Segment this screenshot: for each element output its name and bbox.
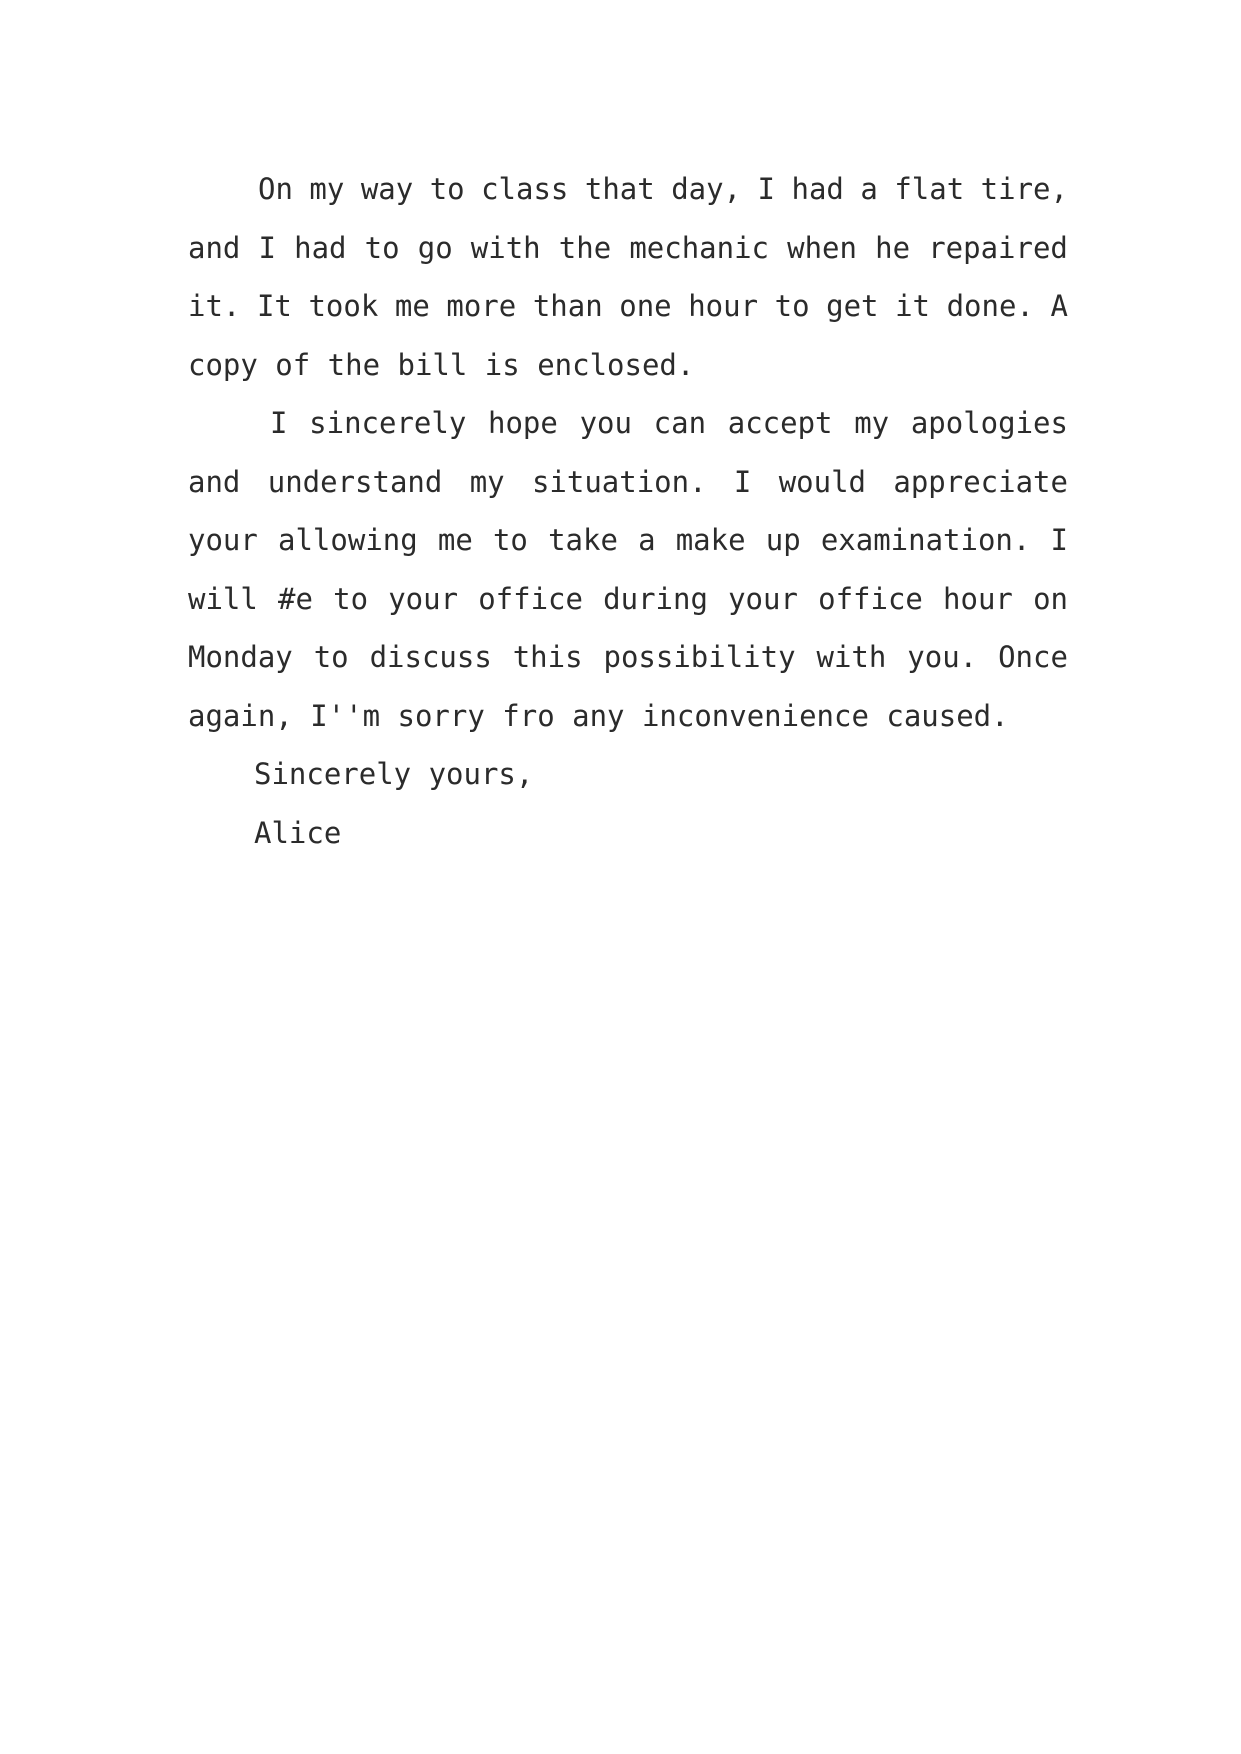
text-line: and understand my situation. I would appreciate [188,464,1068,499]
text-line: it. It took me more than one hour to get it done. A [188,289,1068,323]
signature: Alice [254,815,342,850]
paragraph-apology [188,394,1068,745]
text-line: Monday to discuss this possibility with you. Once [188,640,1068,674]
text-line: again, I''m sorry fro any inconvenience caused. [188,698,1009,733]
text-line: I sincerely hope you can accept my apologies [270,406,1068,440]
text-line: will #e to your office during your office hour on [188,581,1068,616]
text-line: and I had to go with the mechanic when he repaired [188,230,1068,265]
text-line: your allowing me to take a make up examination. I [188,523,1068,557]
letter-body [188,160,1068,862]
text-line: On my way to class that day, I had a flat tire, [258,172,1068,206]
paragraph-flat-tire [188,160,1068,394]
text-line: copy of the bill is enclosed. [188,347,695,382]
closing-line: Sincerely yours, [254,757,534,791]
